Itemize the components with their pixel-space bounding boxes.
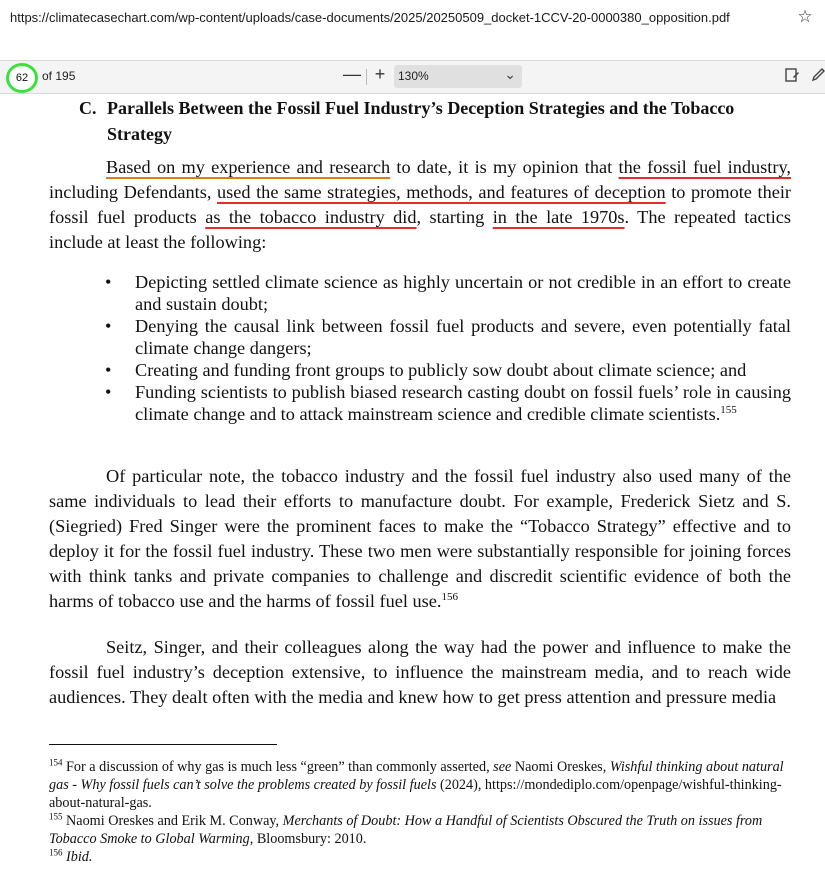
- list-item: • Denying the causal link between fossil fuel products and severe, even potentially fatal climate change dangers;: [105, 316, 791, 358]
- text-run: including Defendants,: [49, 182, 218, 202]
- url-text[interactable]: https://climatecasechart.com/wp-content/uploads/case-documents/2025/20250509_docket-1CCV-20-0000380_opposition.pdf: [10, 10, 730, 25]
- footnote-ref[interactable]: 156: [441, 590, 458, 603]
- text-run: , starting: [416, 207, 493, 227]
- text-run: (2024), https://mondediplo.com/openpage/wishful-thinking-about-natural-gas.: [49, 777, 782, 811]
- footnote-155: [49, 812, 791, 848]
- page-count: of 195: [42, 69, 76, 83]
- highlight-strategies: used the same strategies, methods, and features of deception: [217, 182, 666, 202]
- zoom-select[interactable]: [394, 65, 522, 88]
- toolbar-divider: [366, 69, 367, 85]
- highlight-fossil-industry: the fossil fuel industry,: [618, 157, 791, 177]
- bookmark-star-icon[interactable]: ☆: [797, 7, 813, 26]
- heading-line1: Parallels Between the Fossil Fuel Industry’s Deception Strategies and the Tobacco: [107, 98, 735, 118]
- footnote-number: 155: [49, 811, 63, 822]
- zoom-value: 130%: [398, 69, 429, 83]
- list-item-text: Funding scientists to publish biased research casting doubt on fossil fuels’ role in causing climate change and to attack mainstream science and credible climate scientists.: [135, 382, 791, 424]
- page-number-input[interactable]: 62: [6, 63, 38, 93]
- highlight-1970s: in the late 1970s: [492, 207, 625, 227]
- list-item-text: Denying the causal link between fossil fuel products and severe, even potentially fatal climate change dangers;: [135, 316, 791, 358]
- list-item: • Depicting settled climate science as highly uncertain or not credible in an effort to create and sustain doubt;: [105, 272, 791, 314]
- tactics-list: [105, 271, 791, 425]
- zoom-out-button[interactable]: —: [343, 64, 361, 84]
- text-run: . The repeated tactics include at least the following:: [49, 207, 792, 252]
- list-item: • Creating and funding front groups to publicly sow doubt about climate science; and: [105, 359, 791, 381]
- paragraph-media: [49, 635, 791, 710]
- add-text-icon[interactable]: [784, 67, 800, 87]
- text-run: Ibid.: [66, 849, 93, 865]
- text-run: Merchants of Doubt: How a Handful of Scientists Obscured the Truth on issues from Tobacco Smoke to Global Warming: [49, 813, 763, 847]
- footnote-ref[interactable]: 155: [720, 403, 737, 416]
- paragraph-same-individuals: [49, 464, 791, 614]
- footnote-number: 154: [49, 757, 63, 768]
- section-heading: [79, 95, 794, 147]
- paragraph-opinion: [49, 155, 791, 255]
- heading-line2: Strategy: [107, 124, 172, 144]
- text-run: to date, it is my opinion that: [390, 157, 619, 177]
- pdf-page: [0, 93, 825, 882]
- footnote-154: [49, 758, 791, 812]
- highlight-tobacco: as the tobacco industry did: [205, 207, 417, 227]
- list-item-text: Depicting settled climate science as highly uncertain or not credible in an effort to create and sustain doubt;: [135, 272, 791, 314]
- pdf-toolbar: [0, 60, 825, 94]
- highlight-experience: Based on my experience and research: [106, 157, 391, 177]
- list-item: • Funding scientists to publish biased research casting doubt on fossil fuels’ role in causing climate change and to attack mainstream science and credible climate scientists.$^{155}$: [105, 382, 791, 424]
- text-run: Wishful thinking about natural gas - Why fossil fuels can’t solve the problems created by fossil fuels: [49, 759, 784, 793]
- text-run: Seitz, Singer, and their colleagues along the way had the power and influence to make the fossil fuel industry’s deception extensive, to influence the mainstream media, and to reach wide audiences. They dealt often with the media and knew how to get press attention and pressure media: [49, 637, 791, 707]
- footnote-divider: [49, 744, 277, 745]
- footnote-156: [49, 848, 791, 866]
- footnote-number: 156: [49, 847, 63, 858]
- chevron-down-icon: ⌄: [504, 66, 516, 82]
- draw-icon[interactable]: [810, 67, 825, 87]
- text-run: , Bloomsbury: 2010.: [249, 831, 367, 847]
- text-run: to promote their fossil fuel products: [49, 182, 791, 227]
- section-letter: C.: [79, 98, 97, 118]
- text-run: For a discussion of why gas is much less “green” than commonly asserted,: [62, 759, 494, 775]
- zoom-in-button[interactable]: +: [374, 64, 386, 84]
- text-run: Of particular note, the tobacco industry and the fossil fuel industry also used many of the same individuals to lead their efforts to manufacture doubt. For example, Frederick Sietz and S. (Siegried) Fred Singer were the prominent faces to make the “Tobacco Strategy” effective and to deploy it for the fossil fuel industry. These two men were substantially responsible for joining forces with think tanks and private companies to challenge and discredit scientific evidence of both the harms of tobacco use and the harms of fossil fuel use.: [49, 466, 791, 611]
- text-run: Naomi Oreskes and Erik M. Conway,: [62, 813, 283, 829]
- address-bar[interactable]: [0, 0, 825, 40]
- text-run: see: [493, 759, 512, 775]
- list-item-text: Creating and funding front groups to publicly sow doubt about climate science; and: [135, 360, 747, 380]
- text-run: Naomi Oreskes,: [511, 759, 610, 775]
